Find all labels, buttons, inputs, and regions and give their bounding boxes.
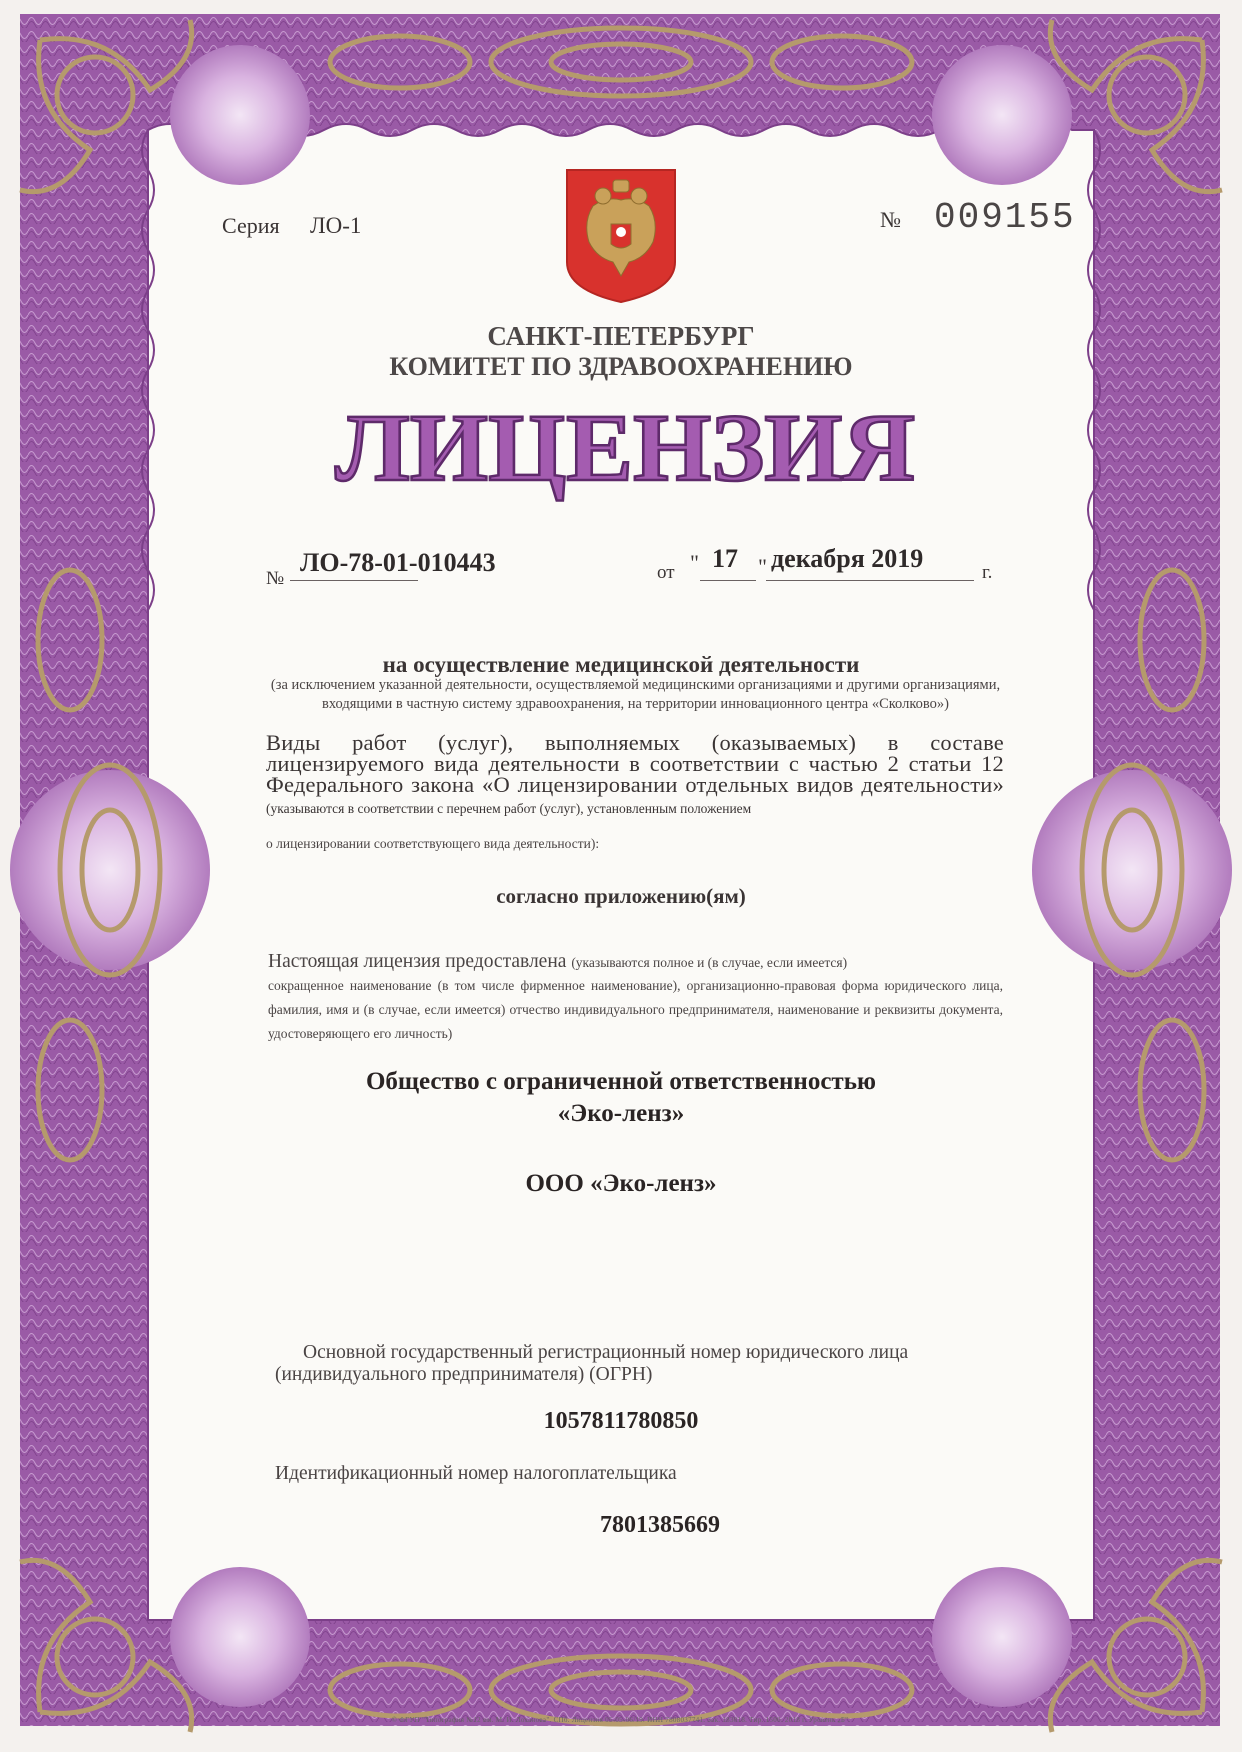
works-paragraph	[266, 732, 1004, 819]
license-number: ЛО-78-01-010443	[300, 548, 496, 577]
month-year-underline	[766, 580, 974, 581]
works-note-continued: о лицензировании соответствующего вида деятельности):	[266, 836, 600, 851]
licensee-full-name-line1: Общество с ограниченной ответственностью	[365, 1068, 877, 1095]
annex-reference: согласно приложению(ям)	[496, 884, 746, 908]
licensee-short-name: ООО «Эко-ленз»	[525, 1170, 717, 1197]
works-text: Виды работ (услуг), выполняемых (оказываемых) в составе лицензируемого вида деятельности в соответствии с частью 2 статьи 12 Федерального закона «О лицензировании отдельных видов деятельности»	[266, 730, 1004, 797]
granted-note: (указываются полное и (в случае, если имеется)	[571, 955, 848, 970]
series-value: ЛО-1	[310, 213, 362, 238]
license-number-underline	[290, 580, 418, 581]
inn-value: 7801385669	[600, 1512, 720, 1538]
ogrn-value: 1057811780850	[543, 1408, 699, 1434]
inn-label: Идентификационный номер налогоплательщика	[275, 1463, 677, 1484]
form-number-sign: №	[880, 207, 901, 232]
ogrn-label-line2: (индивидуального предпринимателя) (ОГРН)	[275, 1364, 653, 1385]
activity-exclusion-note: (за исключением указанной деятельности, осуществляемой медицинскими организациями и другими организациями, входящими в частную систему здравоохранения, на территории инновационного центра «Сколково»)	[270, 677, 1001, 712]
granted-text: Настоящая лицензия предоставлена	[268, 951, 567, 972]
date-prefix: от	[657, 562, 675, 583]
document-title	[330, 392, 920, 504]
granted-note-continued: сокращенное наименование (в том числе фирменное наименование), организационно-правовая форма юридического лица, фамилия, имя и (в случае, если имеется) отчество индивидуального предпринимателя, наименование и реквизиты документа, удостоверяющего его личность)	[268, 978, 1003, 1041]
date-quote-open: "	[690, 550, 699, 575]
day-underline	[700, 580, 756, 581]
works-note: (указываются в соответствии с перечнем работ (услуг), установленным положением	[266, 801, 752, 816]
form-number-value: 009155	[934, 197, 1076, 238]
issuer-city: САНКТ-ПЕТЕРБУРГ	[487, 321, 755, 351]
document-title-text: ЛИЦЕНЗИЯ	[335, 394, 915, 501]
russian-coat-of-arms-icon	[563, 166, 679, 306]
year-suffix: г.	[982, 562, 993, 583]
printer-imprint: © ФГУП "Типография №12 им. М. И. Лоханова". СПб. Лицензия 05-05-06/19. ИНН 7808037741. Зак. 183018. Тир. 1500. 2018 г. Уровень „Б".	[391, 1716, 851, 1724]
licensee-full-name-line2: «Эко-ленз»	[557, 1100, 685, 1127]
license-day: 17	[712, 544, 738, 573]
activity-title: на осуществление медицинской деятельности	[382, 652, 860, 677]
issuer-committee: КОМИТЕТ ПО ЗДРАВООХРАНЕНИЮ	[389, 352, 853, 381]
ogrn-label-line1: Основной государственный регистрационный номер юридического лица	[303, 1342, 909, 1363]
date-quote-close: "	[758, 554, 767, 579]
series-label: Серия	[222, 213, 280, 238]
license-month-year: декабря 2019	[771, 544, 924, 573]
license-number-sign: №	[266, 568, 285, 589]
granted-paragraph	[268, 950, 1003, 974]
